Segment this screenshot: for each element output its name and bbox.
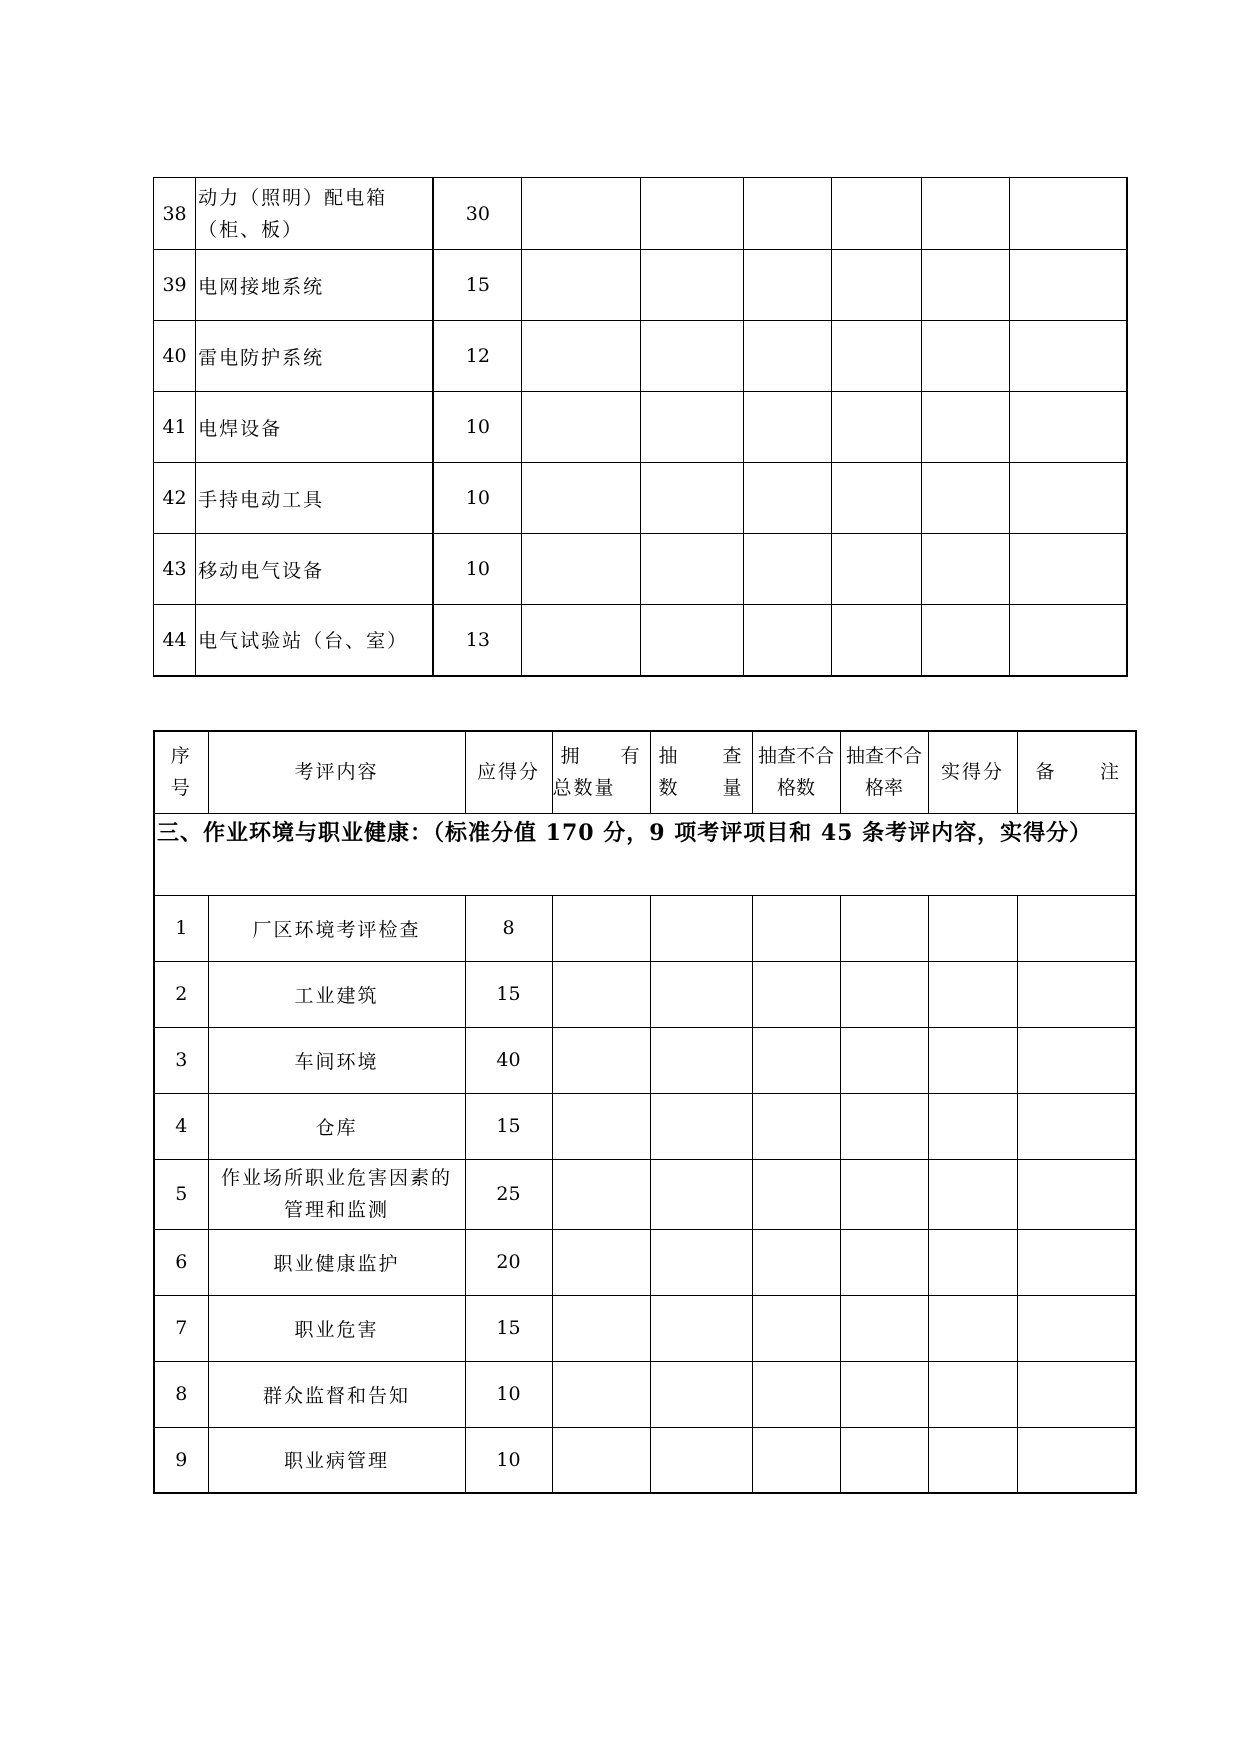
empty-cell[interactable] bbox=[840, 1427, 928, 1493]
header-no-line1: 序 bbox=[170, 745, 192, 768]
header-score: 应得分 bbox=[465, 731, 552, 813]
empty-cell[interactable] bbox=[928, 1159, 1017, 1229]
header-owned-a: 拥 bbox=[560, 745, 582, 768]
row-name: 群众监督和告知 bbox=[208, 1361, 465, 1427]
row-score: 10 bbox=[433, 463, 521, 534]
row-score: 10 bbox=[433, 534, 521, 605]
table-row bbox=[154, 961, 1136, 1027]
empty-cell[interactable] bbox=[928, 1361, 1017, 1427]
empty-cell[interactable] bbox=[552, 1027, 650, 1093]
empty-cell[interactable] bbox=[921, 250, 1009, 321]
empty-cell[interactable] bbox=[752, 1093, 840, 1159]
empty-cell[interactable] bbox=[744, 178, 832, 250]
header-checked-b: 查 bbox=[722, 745, 744, 768]
row-name: 手持电动工具 bbox=[196, 463, 434, 534]
row-score: 25 bbox=[465, 1159, 552, 1229]
empty-cell[interactable] bbox=[928, 1295, 1017, 1361]
row-number: 7 bbox=[154, 1295, 208, 1361]
header-owned-b: 有 bbox=[620, 745, 642, 768]
row-name: 仓库 bbox=[208, 1093, 465, 1159]
header-note-b: 注 bbox=[1099, 761, 1121, 784]
empty-cell[interactable] bbox=[752, 961, 840, 1027]
empty-cell[interactable] bbox=[840, 1361, 928, 1427]
empty-cell[interactable] bbox=[1017, 1229, 1136, 1295]
empty-cell[interactable] bbox=[522, 392, 640, 463]
header-checked-a: 抽 bbox=[658, 745, 680, 768]
work-environment-table bbox=[153, 730, 1137, 1494]
empty-cell[interactable] bbox=[928, 1027, 1017, 1093]
empty-cell[interactable] bbox=[552, 1361, 650, 1427]
header-fail-rate bbox=[840, 731, 928, 813]
row-score: 10 bbox=[433, 392, 521, 463]
table-row bbox=[154, 463, 1128, 534]
empty-cell[interactable] bbox=[752, 1027, 840, 1093]
empty-cell[interactable] bbox=[832, 178, 921, 250]
empty-cell[interactable] bbox=[650, 1295, 752, 1361]
row-number: 43 bbox=[154, 534, 196, 605]
empty-cell[interactable] bbox=[522, 534, 640, 605]
header-fail-count-b: 格数 bbox=[776, 777, 815, 800]
table-row bbox=[154, 250, 1128, 321]
table-row bbox=[154, 178, 1128, 250]
empty-cell[interactable] bbox=[928, 961, 1017, 1027]
empty-cell[interactable] bbox=[650, 1093, 752, 1159]
row-score: 15 bbox=[465, 1093, 552, 1159]
empty-cell[interactable] bbox=[1010, 250, 1127, 321]
empty-cell[interactable] bbox=[744, 250, 832, 321]
empty-cell[interactable] bbox=[522, 463, 640, 534]
empty-cell[interactable] bbox=[928, 1093, 1017, 1159]
empty-cell[interactable] bbox=[921, 534, 1009, 605]
row-name: 电焊设备 bbox=[196, 392, 434, 463]
row-number: 38 bbox=[154, 178, 196, 250]
table-row bbox=[154, 1159, 1136, 1229]
table-row bbox=[154, 1361, 1136, 1427]
row-number: 8 bbox=[154, 1361, 208, 1427]
row-name: 厂区环境考评检查 bbox=[208, 895, 465, 961]
row-score: 13 bbox=[433, 605, 521, 676]
empty-cell[interactable] bbox=[752, 1295, 840, 1361]
empty-cell[interactable] bbox=[650, 895, 752, 961]
header-no-line2: 号 bbox=[170, 777, 192, 800]
empty-cell[interactable] bbox=[752, 1159, 840, 1229]
empty-cell[interactable] bbox=[928, 1427, 1017, 1493]
empty-cell[interactable] bbox=[752, 1361, 840, 1427]
empty-cell[interactable] bbox=[840, 1229, 928, 1295]
empty-cell[interactable] bbox=[921, 178, 1009, 250]
row-score: 40 bbox=[465, 1027, 552, 1093]
empty-cell[interactable] bbox=[522, 605, 640, 676]
empty-cell[interactable] bbox=[552, 895, 650, 961]
empty-cell[interactable] bbox=[840, 961, 928, 1027]
electrical-items-table bbox=[153, 177, 1128, 677]
header-fail-rate-b: 格率 bbox=[864, 777, 903, 800]
empty-cell[interactable] bbox=[744, 463, 832, 534]
empty-cell[interactable] bbox=[840, 1093, 928, 1159]
empty-cell[interactable] bbox=[1017, 895, 1136, 961]
row-score: 15 bbox=[433, 250, 521, 321]
empty-cell[interactable] bbox=[650, 961, 752, 1027]
table-header-row bbox=[154, 731, 1136, 813]
row-name: 职业健康监护 bbox=[208, 1229, 465, 1295]
row-score: 20 bbox=[465, 1229, 552, 1295]
table-row bbox=[154, 1427, 1136, 1493]
row-number: 40 bbox=[154, 321, 196, 392]
table-row bbox=[154, 392, 1128, 463]
row-name: 电网接地系统 bbox=[196, 250, 434, 321]
header-actual: 实得分 bbox=[928, 731, 1017, 813]
empty-cell[interactable] bbox=[832, 250, 921, 321]
empty-cell[interactable] bbox=[840, 1295, 928, 1361]
empty-cell[interactable] bbox=[1010, 392, 1127, 463]
table-row bbox=[154, 895, 1136, 961]
empty-cell[interactable] bbox=[650, 1027, 752, 1093]
empty-cell[interactable] bbox=[650, 1229, 752, 1295]
empty-cell[interactable] bbox=[832, 463, 921, 534]
row-name: 车间环境 bbox=[208, 1027, 465, 1093]
empty-cell[interactable] bbox=[921, 321, 1009, 392]
row-name: 工业建筑 bbox=[208, 961, 465, 1027]
header-fail-rate-a: 抽查不合 bbox=[845, 745, 922, 768]
empty-cell[interactable] bbox=[1017, 1093, 1136, 1159]
empty-cell[interactable] bbox=[832, 534, 921, 605]
header-fail-count-a: 抽查不合 bbox=[757, 745, 834, 768]
row-number: 6 bbox=[154, 1229, 208, 1295]
table-row bbox=[154, 605, 1128, 676]
empty-cell[interactable] bbox=[650, 1159, 752, 1229]
row-score: 30 bbox=[433, 178, 521, 250]
row-number: 39 bbox=[154, 250, 196, 321]
empty-cell[interactable] bbox=[832, 605, 921, 676]
empty-cell[interactable] bbox=[744, 321, 832, 392]
empty-cell[interactable] bbox=[1010, 178, 1127, 250]
empty-cell[interactable] bbox=[1017, 1361, 1136, 1427]
header-fail-count bbox=[752, 731, 840, 813]
empty-cell[interactable] bbox=[921, 463, 1009, 534]
row-name: 电气试验站（台、室） bbox=[196, 605, 434, 676]
empty-cell[interactable] bbox=[1017, 1427, 1136, 1493]
empty-cell[interactable] bbox=[1017, 961, 1136, 1027]
row-score: 8 bbox=[465, 895, 552, 961]
header-checked bbox=[650, 731, 752, 813]
empty-cell[interactable] bbox=[650, 1361, 752, 1427]
empty-cell[interactable] bbox=[744, 392, 832, 463]
empty-cell[interactable] bbox=[650, 1427, 752, 1493]
empty-cell[interactable] bbox=[1010, 321, 1127, 392]
empty-cell[interactable] bbox=[921, 605, 1009, 676]
empty-cell[interactable] bbox=[744, 605, 832, 676]
section-title: 三、作业环境与职业健康：（标准分值 170 分，9 项考评项目和 45 条考评内容，实得分） bbox=[154, 813, 1136, 895]
empty-cell[interactable] bbox=[640, 178, 743, 250]
empty-cell[interactable] bbox=[1017, 1027, 1136, 1093]
header-no bbox=[154, 731, 208, 813]
row-name: 移动电气设备 bbox=[196, 534, 434, 605]
section-row bbox=[154, 813, 1136, 895]
header-owned-c: 总数量 bbox=[552, 777, 616, 800]
empty-cell[interactable] bbox=[552, 1295, 650, 1361]
empty-cell[interactable] bbox=[522, 321, 640, 392]
row-number: 44 bbox=[154, 605, 196, 676]
row-score: 15 bbox=[465, 1295, 552, 1361]
row-score: 15 bbox=[465, 961, 552, 1027]
table-row bbox=[154, 534, 1128, 605]
row-name: 职业危害 bbox=[208, 1295, 465, 1361]
empty-cell[interactable] bbox=[1017, 1159, 1136, 1229]
empty-cell[interactable] bbox=[640, 250, 743, 321]
row-number: 1 bbox=[154, 895, 208, 961]
empty-cell[interactable] bbox=[1010, 463, 1127, 534]
row-score: 10 bbox=[465, 1427, 552, 1493]
empty-cell[interactable] bbox=[640, 463, 743, 534]
table-row bbox=[154, 1295, 1136, 1361]
header-note-a: 备 bbox=[1035, 761, 1057, 784]
row-number: 41 bbox=[154, 392, 196, 463]
table-row bbox=[154, 1027, 1136, 1093]
table-row bbox=[154, 1229, 1136, 1295]
row-name: 职业病管理 bbox=[208, 1427, 465, 1493]
header-note bbox=[1017, 731, 1136, 813]
empty-cell[interactable] bbox=[840, 1159, 928, 1229]
empty-cell[interactable] bbox=[640, 321, 743, 392]
row-number: 2 bbox=[154, 961, 208, 1027]
table-row bbox=[154, 321, 1128, 392]
row-name: 雷电防护系统 bbox=[196, 321, 434, 392]
header-checked-d: 量 bbox=[722, 777, 744, 800]
row-number: 42 bbox=[154, 463, 196, 534]
empty-cell[interactable] bbox=[1010, 605, 1127, 676]
empty-cell[interactable] bbox=[552, 1159, 650, 1229]
empty-cell[interactable] bbox=[640, 392, 743, 463]
empty-cell[interactable] bbox=[552, 1427, 650, 1493]
table-row bbox=[154, 1093, 1136, 1159]
header-owned bbox=[552, 731, 650, 813]
row-number: 5 bbox=[154, 1159, 208, 1229]
empty-cell[interactable] bbox=[552, 1093, 650, 1159]
empty-cell[interactable] bbox=[552, 1229, 650, 1295]
row-name: 动力（照明）配电箱（柜、板） bbox=[196, 178, 434, 250]
empty-cell[interactable] bbox=[921, 392, 1009, 463]
empty-cell[interactable] bbox=[752, 1427, 840, 1493]
row-score: 12 bbox=[433, 321, 521, 392]
empty-cell[interactable] bbox=[752, 895, 840, 961]
header-content: 考评内容 bbox=[208, 731, 465, 813]
empty-cell[interactable] bbox=[1017, 1295, 1136, 1361]
empty-cell[interactable] bbox=[928, 895, 1017, 961]
empty-cell[interactable] bbox=[552, 961, 650, 1027]
empty-cell[interactable] bbox=[640, 534, 743, 605]
empty-cell[interactable] bbox=[744, 534, 832, 605]
empty-cell[interactable] bbox=[832, 321, 921, 392]
row-score: 10 bbox=[465, 1361, 552, 1427]
empty-cell[interactable] bbox=[640, 605, 743, 676]
empty-cell[interactable] bbox=[928, 1229, 1017, 1295]
empty-cell[interactable] bbox=[840, 895, 928, 961]
row-number: 4 bbox=[154, 1093, 208, 1159]
header-checked-c: 数 bbox=[658, 777, 680, 800]
row-name: 作业场所职业危害因素的管理和监测 bbox=[208, 1159, 465, 1229]
row-number: 3 bbox=[154, 1027, 208, 1093]
row-number: 9 bbox=[154, 1427, 208, 1493]
empty-cell[interactable] bbox=[752, 1229, 840, 1295]
empty-cell[interactable] bbox=[522, 178, 640, 250]
empty-cell[interactable] bbox=[840, 1027, 928, 1093]
empty-cell[interactable] bbox=[1010, 534, 1127, 605]
empty-cell[interactable] bbox=[832, 392, 921, 463]
empty-cell[interactable] bbox=[522, 250, 640, 321]
